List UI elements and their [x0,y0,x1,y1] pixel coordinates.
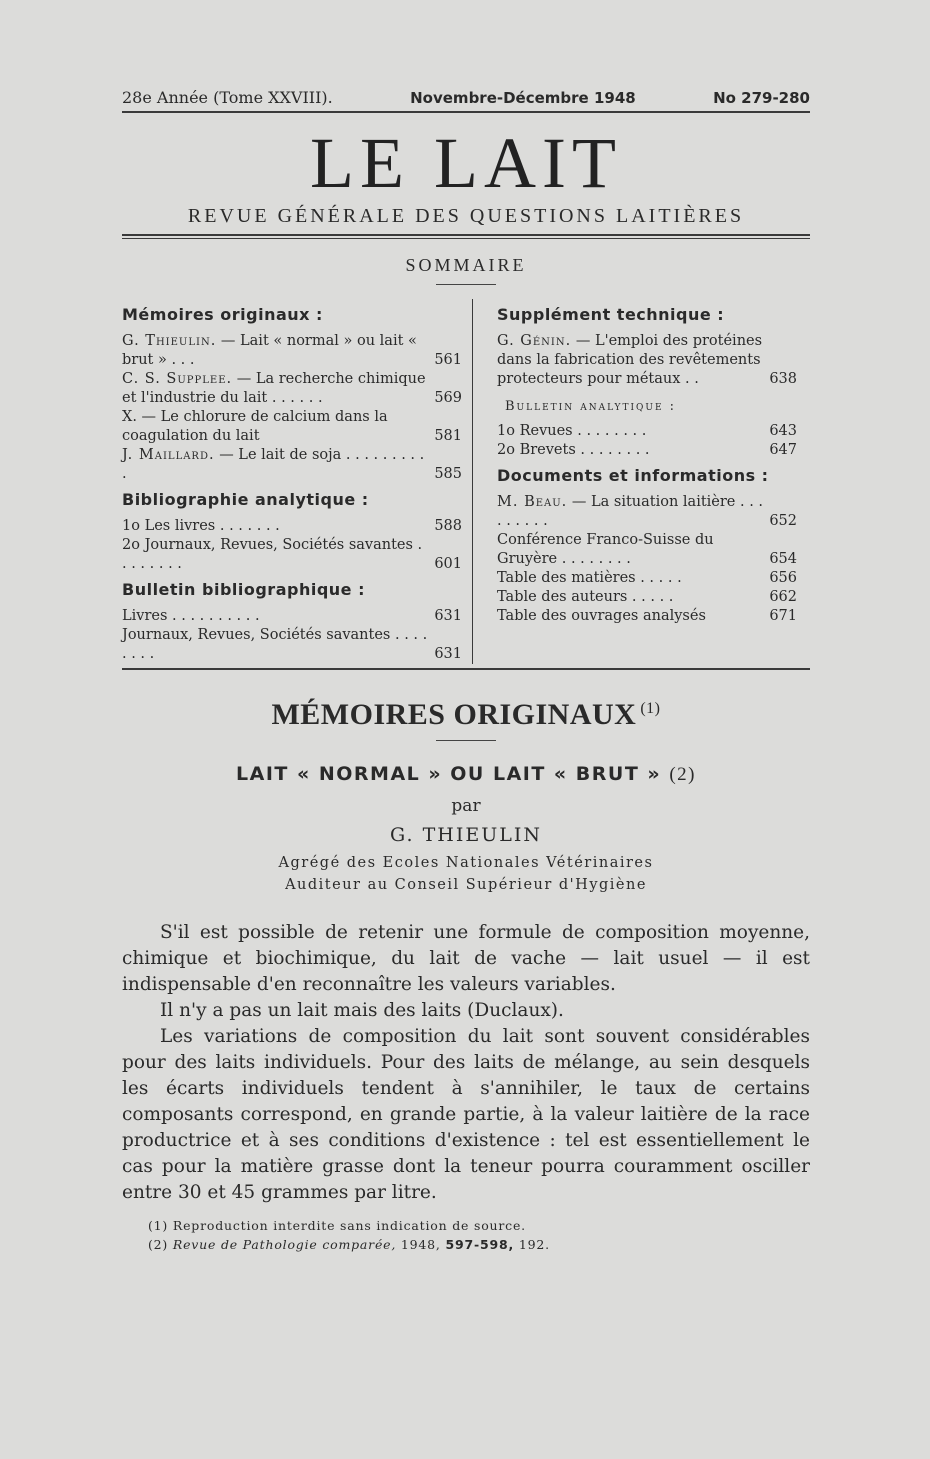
toc-entry [122,408,462,446]
toc-entry-title: — Lait « normal » ou lait « brut » . . . [122,333,417,368]
affiliation-line: Auditeur au Conseil Supérieur d'Hygiène [285,877,647,893]
toc-entry-title: — L'emploi des protéines dans la fabrication des revêtements protecteurs pour métaux . . [497,333,763,387]
toc-entry [497,607,797,626]
toc-entry [122,446,462,484]
toc-entry [122,536,462,574]
toc-entry-title: X. — Le chlorure de calcium dans la coagulation du lait [122,409,388,444]
footnote-marker: (1) [640,700,661,717]
section-heading [122,698,810,732]
issue-volume: 28e Année (Tome XXVIII). [122,88,333,107]
toc-right-column [473,299,797,664]
toc-entry-title: Table des matières . . . . . [497,570,682,586]
toc-entry-author: G. Thieulin. [122,333,217,349]
article-title-text: LAIT « NORMAL » OU LAIT « BRUT » [236,763,662,785]
toc-entry [122,607,462,626]
author-name: G. THIEULIN [390,824,542,846]
title-divider [122,234,810,239]
toc-entry-title: Table des ouvrages analysés [497,608,706,624]
toc-entry [122,517,462,536]
toc-section-heading: Bulletin bibliographique : [122,580,365,599]
issue-number: No 279-280 [713,89,810,107]
toc-entry-author: C. S. Supplee. [122,371,233,387]
toc-entry-page: 601 [434,556,462,572]
toc-entry [122,370,462,408]
contents-divider [436,284,496,285]
toc-entry [497,588,797,607]
toc-entry-title: Journaux, Revues, Sociétés savantes . . . . . . . . [122,627,428,662]
toc-entry-title: Livres . . . . . . . . . . [122,608,260,624]
footnotes [122,1216,810,1254]
toc-entry-title: Conférence Franco-Suisse du Gruyère . . . . . . . . [497,532,714,567]
journal-subtitle: REVUE GÉNÉRALE DES QUESTIONS LAITIÈRES [187,205,745,227]
toc-entry-page: 652 [769,513,797,529]
footnote-pages: 597-598, [445,1237,515,1252]
toc-entry-page: 631 [434,608,462,624]
body-paragraph: S'il est possible de retenir une formule de composition moyenne, chimique et biochimique, du lait de vache — lait usuel — il est indispensable d'en reconnaître les valeurs variables. [122,922,810,995]
section-divider [436,740,496,741]
footnote-number: (2) [148,1237,169,1252]
toc-entry [122,332,462,370]
toc-entry-page: 656 [769,570,797,586]
byline-par: par [451,796,481,816]
body-paragraph: Il n'y a pas un lait mais des laits (Duclaux). [160,1000,564,1021]
author-affiliations [122,852,810,896]
toc-entry-page: 561 [434,352,462,368]
issue-date: Novembre-Décembre 1948 [410,89,636,107]
contents-title: SOMMAIRE [405,255,527,275]
toc-entry [497,332,797,389]
footnote-year: 1948, [400,1237,441,1252]
toc-entry-page: 643 [769,423,797,439]
article-body [122,920,810,1206]
toc-entry-title: 1o Les livres . . . . . . . [122,518,280,534]
footnote-journal: Revue de Pathologie comparée, [172,1237,397,1252]
toc-entry-title: 2o Journaux, Revues, Sociétés savantes . . . . . . . . [122,537,423,572]
toc-entry-page: 647 [769,442,797,458]
toc-left-column [122,299,473,664]
toc-subsection-label: Bulletin analytique : [505,399,677,414]
footnote-issue: 192. [518,1237,550,1252]
toc-entry-page: 638 [769,371,797,387]
toc-section-heading: Supplément technique : [497,305,725,324]
toc-entry [497,493,797,531]
toc-entry-title: Table des auteurs . . . . . [497,589,674,605]
toc-entry-title: — Le lait de soja . . . . . . . . . . [122,447,425,482]
toc-entry [497,441,797,460]
affiliation-line: Agrégé des Ecoles Nationales Vétérinaires [278,855,654,871]
toc-section-heading: Bibliographie analytique : [122,490,369,509]
body-paragraph: Les variations de composition du lait sont souvent considérables pour des laits individuels. Pour des laits de mélange, au sein desquels les écarts individuels tendent à s'annihiler, le taux de certains composants correspond, en grande partie, à la valeur laitière de la race productrice et à ses conditions d'existence : tel est essentiellement le cas pour la matière grasse dont la teneur pourra couramment osciller entre 30 et 45 grammes par litre. [122,1026,810,1203]
toc-entry [497,531,797,569]
toc-entry-title: 1o Revues . . . . . . . . [497,423,647,439]
toc-entry-title: — La recherche chimique et l'industrie du lait . . . . . . [122,371,426,406]
issue-header [122,88,810,113]
toc-entry-title: — La situation laitière . . . . . . . . . [497,494,764,529]
footnote-marker: (2) [669,764,696,785]
article-title [122,763,810,786]
toc-entry-page: 581 [434,428,462,444]
toc-section-heading: Documents et informations : [497,466,769,485]
toc-entry-page: 654 [769,551,797,567]
footnote [148,1235,810,1254]
toc-entry-page: 662 [769,589,797,605]
toc-entry-author: M. Beau. [497,494,568,510]
toc-section-heading: Mémoires originaux : [122,305,323,324]
toc-entry [497,422,797,441]
toc-entry-author: G. Génin. [497,333,572,349]
table-of-contents [122,299,810,670]
toc-entry [122,626,462,664]
toc-entry-title: 2o Brevets . . . . . . . . [497,442,650,458]
toc-entry-page: 585 [434,466,462,482]
page-content [122,88,810,1254]
toc-entry-page: 588 [434,518,462,534]
toc-entry-page: 631 [434,646,462,662]
toc-entry-author: J. Maillard. [122,447,215,463]
toc-entry-page: 569 [434,390,462,406]
footnote: (1) Reproduction interdite sans indication de source. [148,1218,526,1233]
toc-entry-page: 671 [769,608,797,624]
toc-entry [497,569,797,588]
section-heading-text: MÉMOIRES ORIGINAUX [271,698,637,731]
journal-title: LE LAIT [310,123,622,203]
